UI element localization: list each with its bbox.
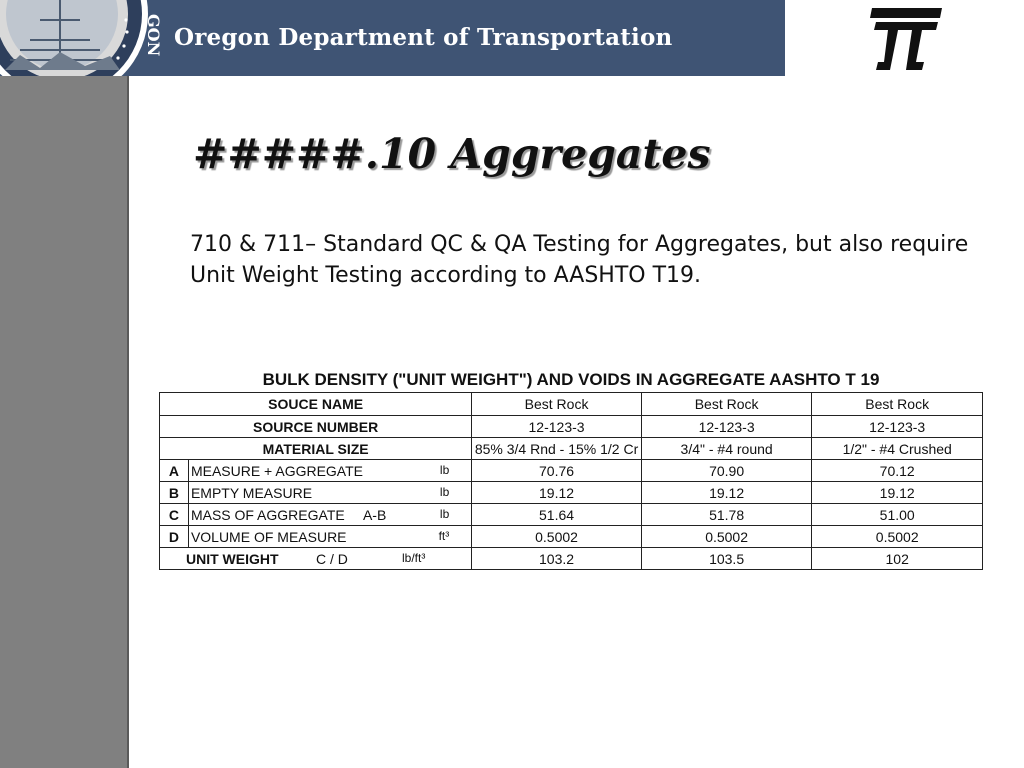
material-size-label: MATERIAL SIZE (160, 438, 472, 460)
table-cell: 70.76 (472, 460, 642, 482)
row-description (188, 526, 471, 548)
table-row (160, 548, 983, 570)
table-cell: 12-123-3 (472, 416, 642, 438)
unit-weight-unit: lb/ft³ (402, 551, 426, 565)
unit-weight-label-cell (160, 548, 472, 570)
row-unit: lb (439, 507, 450, 521)
slide-title: #####.10 Aggregates (193, 130, 711, 178)
unit-weight-formula: C / D (316, 551, 348, 567)
table-row (160, 438, 983, 460)
row-unit: lb (439, 485, 450, 499)
row-letter: C (160, 504, 189, 526)
row-label: VOLUME OF MEASURE (190, 528, 347, 545)
table-cell: 0.5002 (641, 526, 812, 548)
state-seal-icon (0, 0, 163, 76)
row-label: MASS OF AGGREGATE (190, 506, 345, 523)
table-cell: 0.5002 (812, 526, 983, 548)
table-cell: 3/4" - #4 round (641, 438, 812, 460)
header-banner (0, 0, 785, 76)
svg-text:GON: GON (144, 14, 163, 57)
row-label: EMPTY MEASURE (190, 484, 313, 501)
row-description (188, 460, 471, 482)
table-cell: 85% 3/4 Rnd - 15% 1/2 Cr (472, 438, 642, 460)
row-label: MEASURE + AGGREGATE (190, 462, 363, 479)
table-row (160, 460, 983, 482)
row-letter: A (160, 460, 189, 482)
table-cell: 70.90 (641, 460, 812, 482)
table-cell: Best Rock (812, 393, 983, 416)
row-unit: ft³ (438, 529, 450, 543)
table-cell: 103.5 (641, 548, 812, 570)
table-cell: 70.12 (812, 460, 983, 482)
table-cell: 1/2" - #4 Crushed (812, 438, 983, 460)
left-sidebar-bar (0, 76, 129, 768)
unit-weight-label: UNIT WEIGHT (186, 551, 279, 567)
table-cell: Best Rock (472, 393, 642, 416)
source-number-label: SOURCE NUMBER (160, 416, 472, 438)
table-row (160, 393, 983, 416)
table-cell: 102 (812, 548, 983, 570)
table-row (160, 526, 983, 548)
table-cell: 51.00 (812, 504, 983, 526)
row-letter: B (160, 482, 189, 504)
table-cell: 51.64 (472, 504, 642, 526)
table-cell: 0.5002 (472, 526, 642, 548)
table-cell: 19.12 (812, 482, 983, 504)
row-letter: D (160, 526, 189, 548)
odot-logo-icon (866, 4, 948, 72)
table-cell: 12-123-3 (641, 416, 812, 438)
row-description (188, 482, 471, 504)
table-title: BULK DENSITY ("UNIT WEIGHT") AND VOIDS IN AGGREGATE AASHTO T 19 (262, 370, 880, 389)
table-row (160, 416, 983, 438)
table-cell: 19.12 (472, 482, 642, 504)
agency-name: Oregon Department of Transportation (174, 24, 673, 51)
row-description (188, 504, 471, 526)
row-formula: A-B (362, 507, 387, 523)
table-cell: 51.78 (641, 504, 812, 526)
table-cell: 12-123-3 (812, 416, 983, 438)
row-unit: lb (439, 463, 450, 477)
table-row (160, 482, 983, 504)
table-cell: 19.12 (641, 482, 812, 504)
table-cell: Best Rock (641, 393, 812, 416)
slide-body-text: 710 & 711– Standard QC & QA Testing for Aggregates, but also require Unit Weight Testing according to AASHTO T19. (190, 232, 969, 288)
source-name-label: SOUCE NAME (160, 393, 472, 416)
table-cell: 103.2 (472, 548, 642, 570)
unit-weight-table (159, 392, 983, 570)
table-row (160, 504, 983, 526)
